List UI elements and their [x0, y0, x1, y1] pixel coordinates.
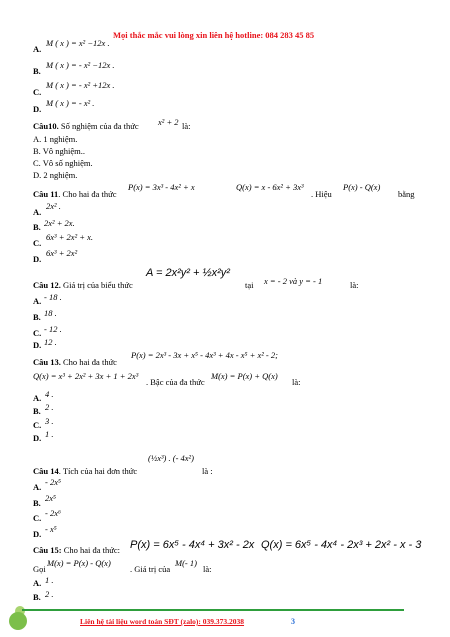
- option-expr: - 2x⁶: [45, 508, 61, 518]
- option-label: A.: [33, 482, 42, 492]
- question-14: [33, 466, 137, 476]
- option-expr: 4 .: [45, 389, 54, 399]
- option-label: C.: [33, 513, 42, 523]
- question-tail: là:: [292, 377, 301, 387]
- option-b: B. Vô nghiệm..: [33, 146, 86, 156]
- option-expr: 2 .: [45, 402, 54, 412]
- option-label: A.: [33, 207, 42, 217]
- option-label: D.: [33, 104, 42, 114]
- question-15: [33, 545, 120, 555]
- question-tail: bằng: [398, 189, 415, 199]
- option-expr: M ( x ) = - x² −12x .: [46, 60, 115, 70]
- question-text: . Tích của hai đơn thức: [58, 466, 138, 476]
- page-number: 3: [291, 617, 295, 626]
- question-expr: (½x³) . (- 4x²): [148, 453, 194, 463]
- question-text: Số nghiệm của đa thức: [60, 121, 139, 131]
- question-title: Câu 12.: [33, 280, 61, 290]
- question-13: [33, 357, 117, 367]
- question-tail: là:: [203, 564, 212, 574]
- option-expr: 1 .: [45, 429, 54, 439]
- question-tail: là:: [350, 280, 359, 290]
- option-d: D. 2 nghiệm.: [33, 170, 78, 180]
- question-expr-p: P(x) = 3x³ - 4x² + x: [128, 182, 195, 192]
- option-label: D.: [33, 340, 42, 350]
- question-expr-m: M(x) = P(x) - Q(x): [47, 558, 111, 568]
- option-label: B.: [33, 498, 41, 508]
- option-label: B.: [33, 222, 41, 232]
- option-label: A.: [33, 393, 42, 403]
- question-expr-q: Q(x) = x - 6x² + 3x³: [236, 182, 304, 192]
- option-label: C.: [33, 87, 42, 97]
- question-expr-diff: P(x) - Q(x): [343, 182, 381, 192]
- question-expr-q: Q(x) = 6x⁵ - 4x⁴ - 2x³ + 2x² - x - 3: [261, 539, 422, 551]
- option-c: C. Vô số nghiệm.: [33, 158, 93, 168]
- footer-logo: [9, 612, 27, 630]
- option-label: C.: [33, 420, 42, 430]
- option-expr: 3 .: [45, 416, 54, 426]
- question-10: [33, 121, 139, 131]
- option-expr: M ( x ) = - x² .: [46, 98, 95, 108]
- question-mid: . Bậc của đa thức: [146, 377, 205, 387]
- option-label: A.: [33, 296, 42, 306]
- option-label: B.: [33, 592, 41, 602]
- option-label: B.: [33, 312, 41, 322]
- question-expr: x² + 2: [158, 117, 179, 127]
- option-expr: 18 .: [44, 308, 57, 318]
- option-expr: - 2x⁵: [45, 477, 61, 487]
- question-expr-q: Q(x) = x³ + 2x² + 3x + 1 + 2x³: [33, 371, 139, 381]
- question-expr-a: A = 2x²y² + ½x²y²: [146, 267, 230, 279]
- option-label: C.: [33, 328, 42, 338]
- option-label: D.: [33, 433, 42, 443]
- option-expr: 2x² .: [46, 201, 61, 211]
- hotline-header: Mọi thắc mắc vui lòng xin liên hệ hotline: 084 283 45 85: [113, 30, 315, 40]
- footer-divider: [22, 609, 404, 611]
- question-text: Cho hai đa thức: [63, 357, 117, 367]
- option-label: B.: [33, 66, 41, 76]
- question-title: Câu10.: [33, 121, 59, 131]
- option-expr: - 18 .: [44, 292, 62, 302]
- option-label: B.: [33, 406, 41, 416]
- option-label: D.: [33, 254, 42, 264]
- question-expr-m: M(x) = P(x) + Q(x): [211, 371, 278, 381]
- question-text: . Cho hai đa thức: [58, 189, 117, 199]
- question-expr-p: P(x) = 6x⁵ - 4x⁴ + 3x² - 2x: [130, 539, 255, 551]
- footer-contact: Liên hệ tài liệu word toán SĐT (zalo): 039.373.2038: [80, 617, 245, 626]
- question-text: Cho hai đa thức:: [63, 545, 121, 555]
- option-expr: 2 .: [45, 589, 54, 599]
- option-label: A.: [33, 578, 42, 588]
- question-title: Câu 14: [33, 466, 59, 476]
- option-a: A. 1 nghiệm.: [33, 134, 78, 144]
- option-label: D.: [33, 529, 42, 539]
- question-cond: x = - 2 và y = - 1: [264, 276, 323, 286]
- option-expr: M ( x ) = - x² +12x .: [46, 80, 115, 90]
- option-label: A.: [33, 44, 42, 54]
- option-label: C.: [33, 238, 42, 248]
- option-expr: 2x⁵: [45, 493, 56, 503]
- question-mid: . Hiệu: [311, 189, 332, 199]
- question-at: tại: [245, 280, 254, 290]
- question-goi: Gọi: [33, 564, 46, 574]
- question-mid: . Giá trị của: [130, 564, 171, 574]
- question-title: Câu 15:: [33, 545, 62, 555]
- option-expr: 2x² + 2x.: [44, 218, 75, 228]
- question-title: Câu 13.: [33, 357, 61, 367]
- question-12: [33, 280, 133, 290]
- option-expr: - 12 .: [44, 324, 62, 334]
- option-expr: 12 .: [44, 337, 57, 347]
- option-expr: - x⁵: [45, 524, 57, 534]
- option-expr: M ( x ) = x² −12x .: [46, 38, 110, 48]
- question-expr-m1: M(- 1): [175, 558, 197, 568]
- option-expr: 1 .: [45, 575, 54, 585]
- option-expr: 6x³ + 2x² + x.: [46, 232, 94, 242]
- option-expr: 6x³ + 2x²: [46, 248, 78, 258]
- question-text: Giá trị của biểu thức: [63, 280, 133, 290]
- question-tail: là :: [202, 466, 213, 476]
- question-expr-p: P(x) = 2x³ - 3x + x⁵ - 4x³ + 4x - x⁵ + x² - 2;: [131, 350, 278, 360]
- question-11: [33, 189, 116, 199]
- question-title: Câu 11: [33, 189, 59, 199]
- question-tail: là:: [182, 121, 191, 131]
